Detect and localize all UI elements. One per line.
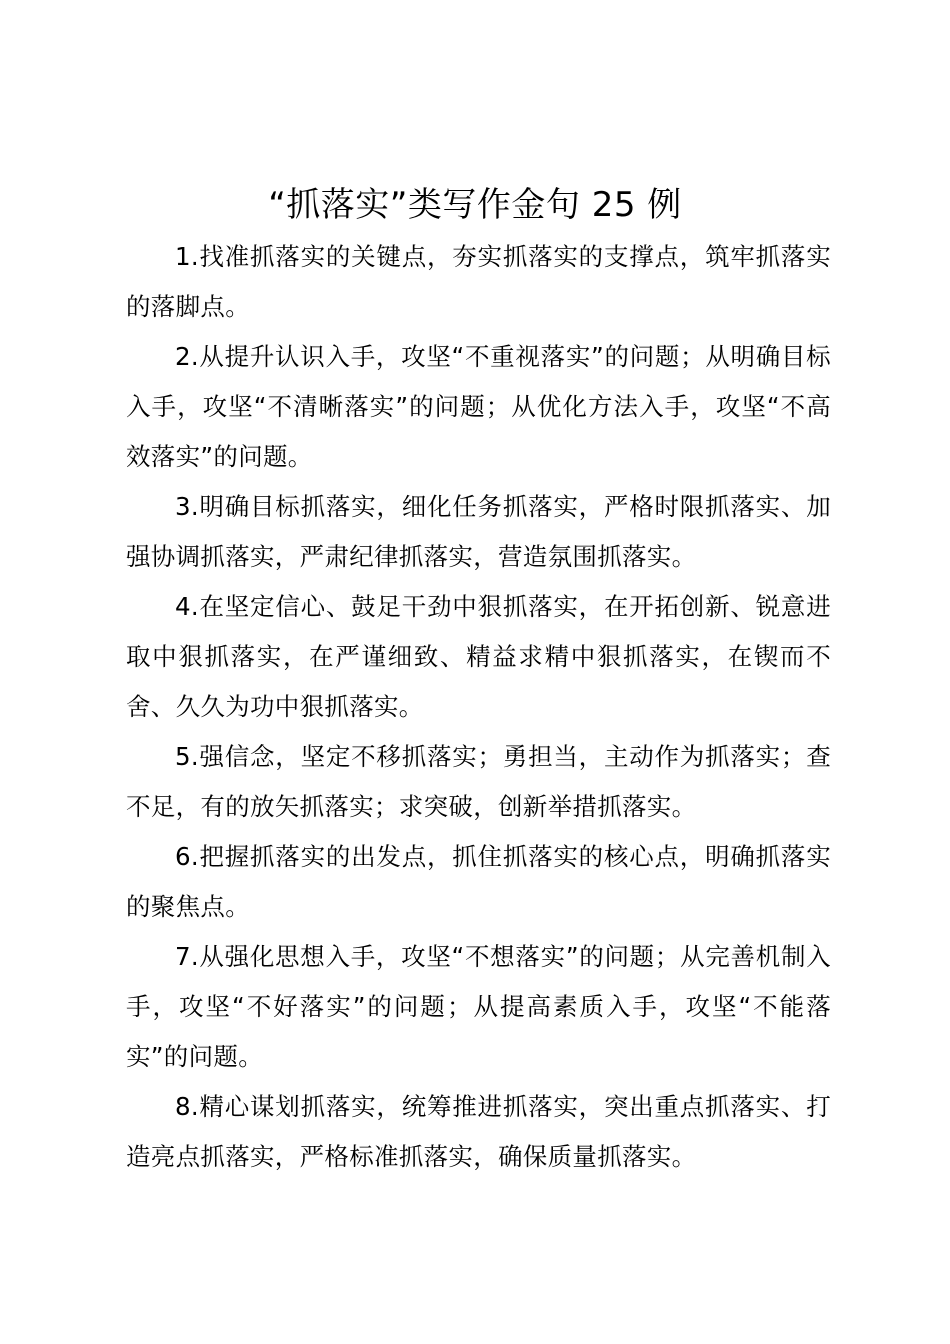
paragraph-2: 2.从提升认识入手，攻坚“不重视落实”的问题；从明确目标入手，攻坚“不清晰落实”的问题；从优化方法入手，攻坚“不高效落实”的问题。: [126, 342, 831, 471]
document-title: “抓落实”类写作金句 25 例: [268, 185, 682, 225]
paragraph-8: 8.精心谋划抓落实，统筹推进抓落实，突出重点抓落实、打造亮点抓落实，严格标准抓落实，确保质量抓落实。: [126, 1092, 831, 1171]
document-body: [126, 232, 831, 1182]
paragraph-4: 4.在坚定信心、鼓足干劲中狠抓落实，在开拓创新、锐意进取中狠抓落实，在严谨细致、精益求精中狠抓落实，在锲而不舍、久久为功中狠抓落实。: [126, 592, 831, 721]
paragraph-7: 7.从强化思想入手，攻坚“不想落实”的问题；从完善机制入手，攻坚“不好落实”的问题；从提高素质入手，攻坚“不能落实”的问题。: [126, 942, 831, 1071]
paragraph-1: 1.找准抓落实的关键点，夯实抓落实的支撑点，筑牢抓落实的落脚点。: [126, 242, 831, 321]
paragraph-6: 6.把握抓落实的出发点，抓住抓落实的核心点，明确抓落实的聚焦点。: [126, 842, 831, 921]
paragraph-3: 3.明确目标抓落实，细化任务抓落实，严格时限抓落实、加强协调抓落实，严肃纪律抓落实，营造氛围抓落实。: [126, 492, 831, 571]
paragraph-5: 5.强信念，坚定不移抓落实；勇担当，主动作为抓落实；查不足，有的放矢抓落实；求突破，创新举措抓落实。: [126, 742, 831, 821]
